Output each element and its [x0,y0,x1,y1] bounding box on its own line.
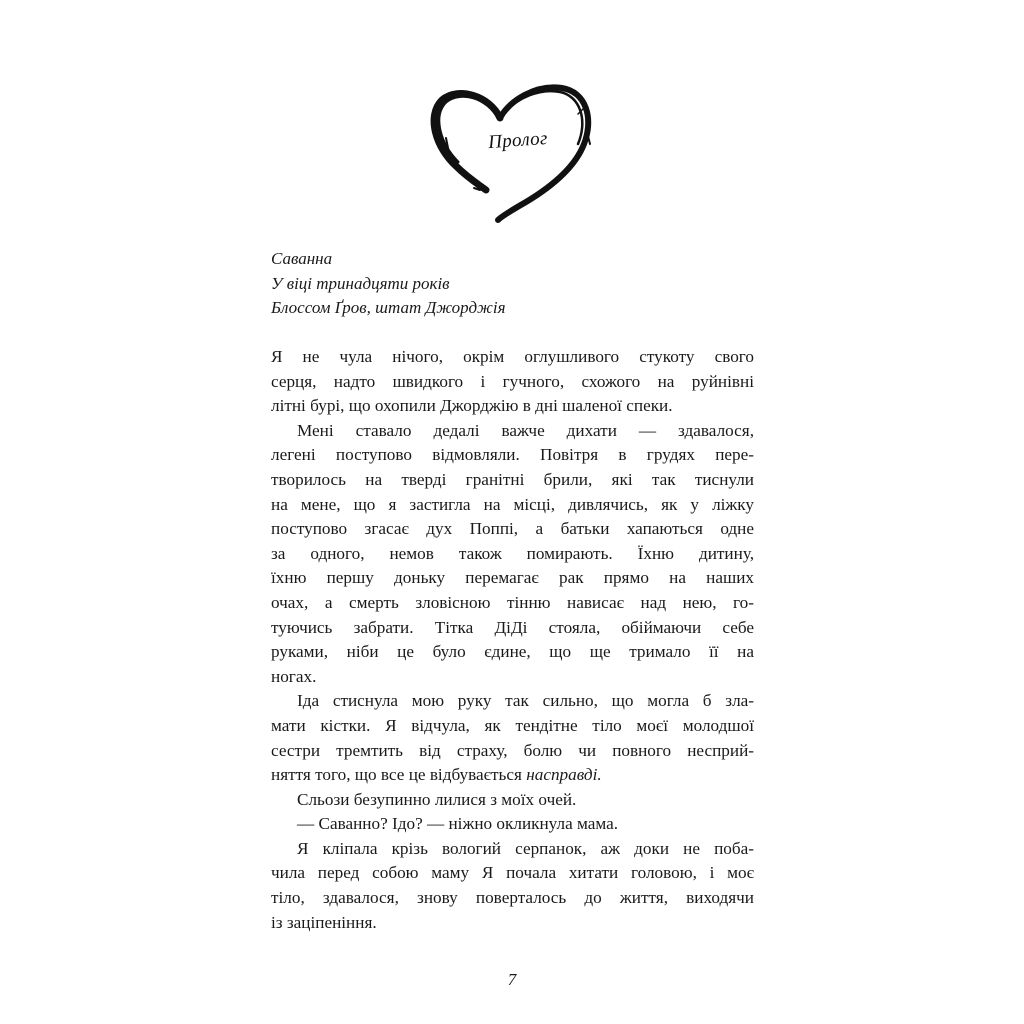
text-line: із заціпеніння. [271,912,377,932]
text-line: — Саванно? Ідо? — ніжно окликнула мама. [297,814,619,834]
text-line: їхню першу доньку перемагає рак прямо на наших [271,568,754,588]
text-line: няття того, що все це відбувається насправді. [271,765,602,785]
text-line: Я не чула нічого, окрім оглушливого стукоту свого [271,347,754,366]
chapter-heading [428,78,598,223]
text-line: ногах. [271,666,317,686]
text-line: Сльози безупинно лилися з моїх очей. [297,789,577,809]
text-line: очах, а смерть зловісною тінню нависає над нею, го- [271,592,754,612]
text-line: тіло, здавалося, знову поверталось до життя, виходячи [271,888,754,908]
text-line: Я кліпала крізь вологий серпанок, аж доки не поба- [297,838,754,858]
text-line: творилось на тверді гранітні брили, які так тиснули [271,469,754,489]
text-line: мати кістки. Я відчула, як тендітне тіло моєї молодшої [271,715,754,735]
text-line: літні бурі, що охопили Джорджію в дні шаленої спеки. [271,396,673,416]
chapter-title: Пролог [487,127,549,154]
text-line: чила перед собою маму Я почала хитати головою, і моє [271,863,754,883]
text-line: туючись забрати. Тітка ДіДі стояла, обіймаючи себе [271,617,754,637]
text-line: серця, надто швидкого і гучного, схожого на руйнівні [271,371,754,391]
text-line: легені поступово відмовляли. Повітря в грудях пере- [271,445,754,465]
text-line: Мені ставало дедалі важче дихати — здавалося, [297,420,754,440]
text-line: на мене, що я застигла на місці, дивлячись, як у ліжку [271,494,754,514]
narrator-age: У віці тринадцяти років [271,273,450,293]
text-line: сестри тремтить від страху, болю чи повного несприй- [271,740,754,760]
text-line: руками, ніби це було єдине, що ще тримало її на [271,642,754,662]
text-line: поступово згасає дух Поппі, а батьки хапаються одне [271,519,754,539]
setting-location: Блоссом Ґров, штат Джорджія [271,298,506,317]
page-number: 7 [507,970,517,989]
text-line: за одного, немов також помирають. Їхню дитину, [271,543,754,563]
chapter-epigraph [271,247,754,321]
text-line: Іда стиснула мою руку так сильно, що могла б зла- [297,691,754,711]
body-text [271,345,754,935]
narrator-name: Саванна [271,249,333,268]
emphasized-word: насправді. [526,765,602,785]
